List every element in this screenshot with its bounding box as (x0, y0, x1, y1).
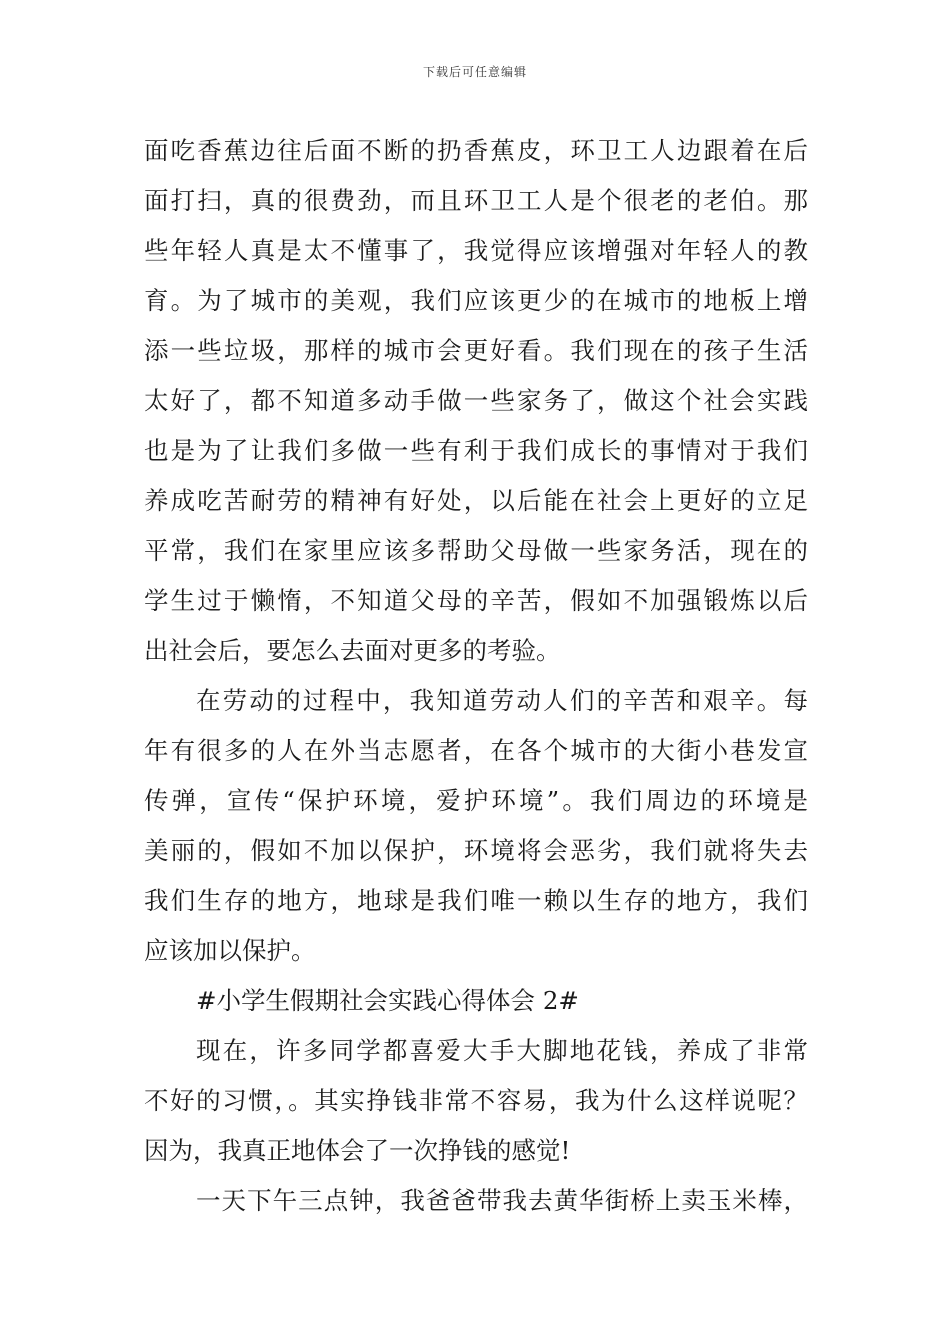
paragraph-first-line: 在劳动的过程中，我知道劳动人们的辛苦和艰辛。每 (196, 686, 808, 715)
text-line: 平常，我们在家里应该多帮助父母做一些家务活，现在的 (144, 536, 808, 565)
text-line: 传弹，宣传“保护环境，爱护环境”。我们周边的环境是 (144, 786, 808, 815)
text-line: 年有很多的人在外当志愿者，在各个城市的大街小巷发宣 (144, 736, 808, 765)
text-line: 面打扫，真的很费劲，而且环卫工人是个很老的老伯。那 (144, 186, 808, 215)
text-line: 出社会后，要怎么去面对更多的考验。 (144, 636, 561, 665)
section-heading: #小学生假期社会实践心得体会 2# (196, 986, 579, 1015)
text-line: 面吃香蕉边往后面不断的扔香蕉皮，环卫工人边跟着在后 (144, 136, 808, 165)
text-line: 不好的习惯，。其实挣钱非常不容易，我为什么这样说呢？ (144, 1086, 808, 1115)
text-line: 学生过于懒惰，不知道父母的辛苦，假如不加强锻炼以后 (144, 586, 808, 615)
text-line: 养成吃苦耐劳的精神有好处，以后能在社会上更好的立足 (144, 486, 808, 515)
text-line: 我们生存的地方，地球是我们唯一赖以生存的地方，我们 (144, 886, 808, 915)
document-body (144, 126, 808, 1226)
text-line: 太好了，都不知道多动手做一些家务了，做这个社会实践 (144, 386, 808, 415)
text-line: 也是为了让我们多做一些有利于我们成长的事情对于我们 (144, 436, 808, 465)
text-line: 育。为了城市的美观，我们应该更少的在城市的地板上增 (144, 286, 808, 315)
text-line: 应该加以保护。 (144, 936, 316, 965)
paragraph-first-line: 现在，许多同学都喜爱大手大脚地花钱，养成了非常 (196, 1036, 808, 1065)
text-line: 些年轻人真是太不懂事了，我觉得应该增强对年轻人的教 (144, 236, 808, 265)
page-header-note: 下载后可任意编辑 (422, 65, 527, 79)
text-line: 因为，我真正地体会了一次挣钱的感觉! (144, 1136, 571, 1165)
paragraph-first-line: 一天下午三点钟，我爸爸带我去黄华街桥上卖玉米棒， (196, 1186, 808, 1215)
text-line: 添一些垃圾，那样的城市会更好看。我们现在的孩子生活 (144, 336, 808, 365)
text-line: 美丽的，假如不加以保护，环境将会恶劣，我们就将失去 (144, 836, 808, 865)
